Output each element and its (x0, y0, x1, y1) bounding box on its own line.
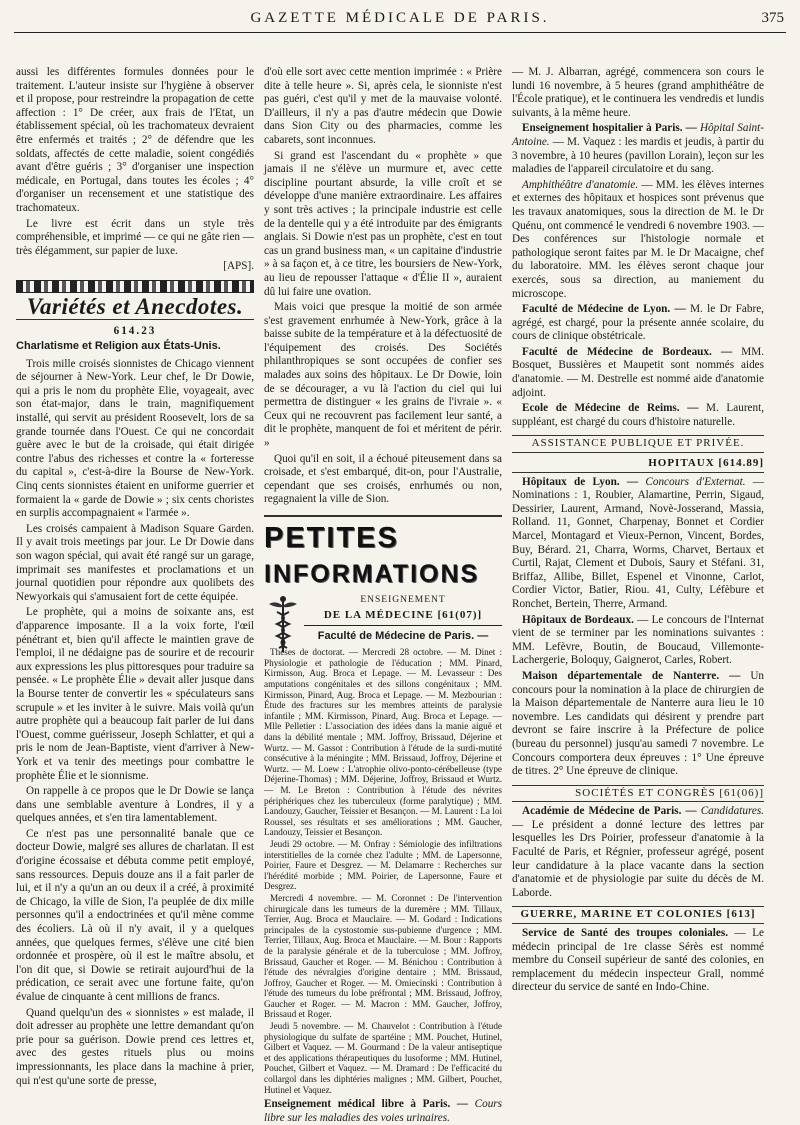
enseignement-header (264, 594, 502, 644)
enseignement-label: ENSEIGNEMENT (360, 594, 446, 605)
section-banner-informations: INFORMATIONS (264, 559, 480, 588)
paragraph (512, 614, 764, 668)
small-paragraph: Thèses de doctorat. — Mercredi 28 octobre. — M. Dinet : Physiologie et pathologie de l'éducation ; MM. Pinard, Kirmisson, Aug. Broca et Lepage. — M. Levasseur : Des amputations congénitales et des sillons congénitaux ; MM. Kirmisson, Pinard, Aug. Broca et Lepage. — M. Mezbourian : Étude des fractures sur les membres atteints de paralysie infantile ; MM. Kirmisson, Pinard, Aug. Broca et Lepage. — Mlle Pelletier : L'association des idées dans la manie aiguë et dans la débilité mentale ; MM. Joffroy, Brissaud, Déjerine et Wurtz. — M. Gassot : Contribution à l'étude de la surdi-mutité consécutive à la méningite ; MM. Brissaud, Joffroy, Déjerine et Wurtz. — M. Loew : L'atrophie olivo-ponto-cérébelleuse (type Déjerine-Thomas) ; MM. Déjerine, Joffroy, Brissaud et Wurtz. — M. Le Breton : Contribution à l'étude des névrites périphériques chez les tuberculeux (forme paralytique) ; MM. Landouzy, Gaucher, Teissier et Besançon. — M. Laurent : La loi Roussel, ses résultats et ses améliorations ; MM. Gaucher, Landouzy, Teissier et Besançon. (264, 647, 502, 838)
heading-inline: Maison départementale de Nanterre. — (522, 669, 741, 682)
paragraph: aussi les différentes formules données pour le traitement. L'auteur insiste sur l'hygiène à observer et il propose, pour restreindre la propagation de cette affection : 1° De créer, aux frais de l'Etat, un établissement spécial, où les trachomateux devraient être enfermés et traités ; 2° de défendre que les soldats, affectés de cette maladie, soient congédiés avant d'être guéris ; 3° d'organiser une inspection médicale, en Portugal, dans toutes les écoles ; 4° d'organiser un recensement et une statistique des trachomateux. (16, 66, 254, 214)
heading-inline-italic: Concours d'Externat. (645, 475, 746, 488)
classification-code: 614.23 (113, 324, 157, 337)
paragraph: On rappelle à ce propos que le Dr Dowie se lança dans une semblable aventure à Londres, il y a quelques années, et s'en tira lamentablement. (16, 785, 254, 825)
small-paragraph: Jeudi 29 octobre. — M. Onfray : Sémiologie des infiltrations interstitielles de la cornée chez l'adulte ; MM. de Lapersonne, Poirier, Faure et Desgrez. — M. Delamarre : Recherches sur l'hérédité morbide ; MM. Poirier, de Lapersonne, Faure et Desgrez. (264, 838, 502, 892)
column-2 (264, 66, 502, 1125)
paragraph: — M. J. Albarran, agrégé, commencera son cours le lundi 16 novembre, à 5 heures (grand amphithéâtre de l'École pratique), et le continuera les vendredis et lundis suivants, à la même heure. (512, 66, 764, 119)
enseignement-title: DE LA MÉDECINE [61(07)] (304, 609, 502, 626)
heading-inline: Enseignement médical libre à Paris. — (264, 1098, 469, 1111)
small-paragraph: Jeudi 5 novembre. — M. Chauvelot : Contribution à l'étude physiologique du sulfate de spartéine ; MM. Pouchet, Hutinel, Gilbert et Vaquez. — M. Gourmand : De la valeur antiseptique et des applications thérapeutiques du lusoforme ; MM. Hutinel, Pouchet, Gilbert et Vaquez. — M. Dramard : De l'efficacité du collargol dans les diphtéries malignes ; MM. Gilbert, Pouchet, Hutinel et Vaquez. (264, 1021, 502, 1095)
heading-inline: Académie de Médecine de Paris. — (522, 805, 697, 818)
paragraph (512, 927, 764, 995)
inline-text: — Le médecin principal de 1re classe Sérès est nommé membre du Conseil supérieur de santé des colonies, en remplacement du médecin inspecteur Grall, nommé directeur du service de santé en Indo-Chine. (512, 927, 764, 994)
heading-inline: Faculté de Médecine de Lyon. — (522, 303, 686, 316)
section-heading: ASSISTANCE PUBLIQUE ET PRIVÉE. (512, 435, 764, 453)
faculty-heading: Faculté de Médecine de Paris. — (317, 629, 489, 642)
small-paragraph: Mercredi 4 novembre. — M. Coronnet : De l'intervention chirurgicale dans les tumeurs de la duremère ; MM. Tillaux, Terrier, Aug. Broca et Mauclaire. — M. Godard : Indications principales de la cystostomie sus-pubienne d'urgence ; MM. Terrier, Tillaux, Aug. Broca et Mauclaire. — M. Bour : Rapports de la paralysie générale et de la tuberculose ; MM. Joffroy, Brissaud, Gaucher et Roger. — M. Bénichou : Contribution à l'étude des névralgies d'origine dentaire ; MM. Brissaud, Joffroy, Gaucher et Roger. — M. Omiecinski : Contribution à l'étude des tumeurs du lobe préfrontal ; MM. Brissaud, Joffroy, Gaucher et Roger. — M. Macron : MM. Gaucher, Joffroy, Brissaud et Roger. (264, 892, 502, 1020)
paragraph: Quand quelqu'un des « sionnistes » est malade, il doit adresser au prophète une lettre demandant qu'on prie pour sa guérison. Dowie prend ces lettres et, avec des gestes rituels plus ou moins impressionnants, les place dans la machine à prier, qui n'est qu'une sorte de presse, (16, 1006, 254, 1087)
heading-inline: Hôpitaux de Bordeaux. (522, 613, 634, 626)
heading-inline-italic: Amphithéâtre d'anatomie. (522, 178, 639, 191)
heading-inline-italic: Candidatures. (700, 805, 764, 818)
paragraph (512, 122, 764, 176)
section-title: Variétés et Anecdotes. (26, 293, 244, 319)
inline-text: M. le Dr Fabre, agrégé, est chargé, pour la présente année scolaire, du cours de clinique obstétricale. (512, 303, 764, 343)
section-banner-petites: PETITES (264, 521, 399, 554)
paragraph: Les croisés campaient à Madison Square Garden. Il y avait trois meetings par jour. Le Dr Dowie dans son wagon spécial, qui avait été rangé sur un garage, imprimait ses manifestes et proclamations et un journal quotidien pour répondre aux quolibets des Newyorkais qui s'amusaient fort de cette équipée. (16, 522, 254, 603)
inline-text: Cours libre sur les maladies des voies urinaires. (264, 1098, 502, 1124)
paragraph: Mais voici que presque la moitié de son armée s'est gravement enrhumée à New-York, grâce à la baisse subite de la température et à la défectuosité de l'équipement des croisés. Des Sociétés philanthropiques se sont occupées de confier ses malades aux soins des hôpitaux. Le Dr Dowie, loin de se décourager, a vu là l'action du ciel qui lui permettra de distinguer « les grains de l'ivraie ». « Ceux qui ne recouvrent pas facilement leur santé, a dit le prophète, manquent de foi et méritent de périr. » (264, 301, 502, 450)
theses-list (264, 647, 502, 1095)
paragraph: d'où elle sort avec cette mention imprimée : « Prière dite à telle heure ». Si, après cela, le sionniste n'est pas guéri, c'est qu'il y met de la mauvaise volonté. D'ailleurs, il n'y a pas d'autre médecin que Dowie dans Sion City ou des pharmacies, comme les cabarets, sont inconnues. (264, 66, 502, 146)
inline-text: — Le président a donné lecture des lettres par lesquelles les Drs Poirier, professeur d'anatomie à la Faculté de Paris, et Régnier, professeur agrégé, posent leur candidature à la place vacante dans la section d'anatomie et de physiologie par suite du décès de M. Laborde. (512, 818, 764, 899)
divider (264, 515, 502, 517)
heading-inline: Faculté de Médecine de Bordeaux. — (522, 345, 733, 358)
running-header (14, 8, 786, 33)
paragraph (512, 402, 764, 429)
inline-text: — Le concours de l'Internat vient de se terminer par les nominations suivantes : MM. Lefèvre, Boutin, de Boucaud, Villemonte-Lachergerie, Boloquy, Gaignerot, Carles, Robert. (512, 613, 765, 667)
section-heading: SOCIÉTÉS ET CONGRÈS [61(06)] (512, 785, 764, 803)
heading-inline: Hôpitaux de Lyon. — (522, 475, 639, 488)
journal-title: GAZETTE MÉDICALE DE PARIS. (250, 10, 550, 26)
paragraph (512, 670, 764, 779)
paragraph: Ce n'est pas une personnalité banale que ce docteur Dowie, malgré ses allures de charlatan. Il est d'origine écossaise et débuta comme petit employé, sans ressources. Depuis douze ans il a fait parler de lui, et il n'y a qu'un an ou deux il a créé, à proximité de Chicago, la ville de Sion, l'a peuplée de dix mille personnes qu'il a endoctrinées et qu'il mène comme des écoliers. Là où il n'y avait, il y a quelques années, que quelques fermes, s'élève une cité bien ordonnée et prospère, où il est le maître absolu, et l'on dit que, si Dowie se retirait aujourd'hui de la prédication, ce serait avec une fortune faite, qu'on évalue de cinquante à cent millions de francs. (16, 827, 254, 1003)
paragraph (512, 476, 764, 612)
heading-inline: Service de Santé des troupes coloniales. (522, 927, 728, 940)
paragraph: Si grand est l'ascendant du « prophète » que jamais il ne s'élève un murmure et, avec cette discipline pourtant absurde, la ville croît et se développe d'une manière extraordinaire. Les affaires y sont très actives ; la principale industrie est celle de la dentelle qui y a été introduite par des émigrants anglais. Si Dowie n'est pas un prophète, c'est en tout cas un grand business man, « un capitaine d'industrie » à sa façon et, à ce titre, les boursiers de New-York, au lieu de repousser l'attaque « d'Élie II », auraient dû lui faire une ovation. (264, 149, 502, 298)
inline-text: Un concours pour la nomination à la place de chirurgien de la Maison départementale de Nanterre aura lieu le 10 novembre. Les candidats qui désirent y prendre part devront se faire inscrire à la Préfecture de police (bureau du personnel) jusqu'au samedi 7 novembre. Le Concours comportera deux épreuves : 1° Une épreuve de titres. 2° Une épreuve de clinique. (512, 669, 765, 778)
inline-text: — M. Vaquez : les mardis et jeudis, à partir du 3 novembre, à 10 heures (pavillon Lorain), leçon sur les maladies de l'appareil circulatoire et du sang. (512, 135, 764, 176)
enseignement-libre (264, 1098, 502, 1125)
article-title: Charlatisme et Religion aux États-Unis. (16, 340, 221, 353)
caduceus-icon (266, 594, 300, 654)
inline-text: MM. Bosquet, Bussières et Maupetit sont nommés aides d'anatomie. — M. Destrelle est nommé aide d'anatomie adjoint. (512, 345, 764, 399)
page-number: 375 (761, 10, 784, 26)
section-heading: GUERRE, MARINE ET COLONIES [613] (512, 906, 764, 924)
paragraph (512, 303, 764, 344)
heading-inline: Enseignement hospitalier à Paris. — (522, 122, 697, 135)
inline-text: — Nominations : 1, Roubier, Alamartine, Perrin, Sigaud, Dessirier, Laurent, Armand, Novè-Josserand, Massia, Rolland. 11, Gonnet, Charpenay, Bonnet et Cordier Marcel, Montagard et Vieux-Pernon, Vincent, Bordes, Buy, Bérard. 21, Charra, Worms, Charvet, Bertaux et Curtil, Rajat, Clement et Dubois, Saury et Stéfani. 31, Briffaz, Allibe, Billet, Espenel et Vinonne, Carlot, Cordier Victor, Batier, Riou. 41, Culty, Léfèbure et Ronchet, Bertein, Therre, Armand. (512, 475, 765, 610)
paragraph (512, 179, 764, 301)
inline-text: M. Laurent, suppléant, est chargé du cours d'histoire naturelle. (512, 402, 765, 428)
paragraph: Trois mille croisés sionnistes de Chicago viennent de séjourner à New-York. Leur chef, le Dr Dowie, qui a pris le nom du prophète Elie, voyageait, avec son état-major, dans le train, magnifiquement installé, qui servit au président Roosevelt, lors de sa grande tournée dans l'Ouest. Ce qui ne concordait guère avec le but de la croisade, qui était dirigée contre l'abus des richesses et contre la « forteresse du capital », c'est-à-dire la Bourse de New-York. Cinq cents sionnistes étaient en uniforme guerrier et formaient la « garde de Dowie » ; six cents choristes en surplis accompagnaient « l'armée ». (16, 357, 254, 520)
ornamental-divider (16, 280, 254, 293)
column-3 (512, 66, 764, 997)
paragraph (512, 805, 764, 900)
column-1 (16, 66, 254, 1090)
paragraph: Le livre est écrit dans un style très compréhensible, et imprimé — ce qui ne gâte rien — très élégamment, sur papier de luxe. (16, 217, 254, 257)
heading-inline: Ecole de Médecine de Reims. — (522, 402, 699, 415)
paragraph: Quoi qu'il en soit, il a échoué piteusement dans sa croisade, et s'est embarqué, dit-on, pour l'Australie, cependant que ses croisés, enrhumés ou non, regagnaient la ville de Sion. (264, 452, 502, 506)
paragraph (512, 346, 764, 400)
section-subheading: HOPITAUX [614.89] (512, 456, 764, 473)
heading-inline-italic: Hôpital Saint-Antoine. (512, 122, 764, 148)
signature: [APS]. (223, 260, 254, 273)
inline-text: — MM. les élèves internes et externes des hôpitaux et hospices sont prévenus que les travaux anatomiques, sous la direction de M. le Dr Quénu, ont commencé le vendredi 6 novembre 1903. — Des conférences sur l'histologie normale et pathologique seront faites par M. le Dr Macaigne, chef du laboratoire. MM. les élèves seront chaque jour exercés, sous sa direction, au maniement du microscope. (512, 178, 764, 300)
paragraph: Le prophète, qui a moins de soixante ans, est d'apparence imposante. Il a la voix forte, l'œil pénétrant et, bien qu'il affecte le maintien grave de l'emploi, il ne dédaigne pas de sourire et de recourir aux expressions les plus pittoresques pour traduire sa pensée. « Le prophète Élie » devait aller jusque dans la Bourse tenter de convertir les « spéculateurs sans scrupule » et les inviter à le suivre. Mais voilà qu'un autre prophète qui a beaucoup fait parler de lui dans l'Ouest, comme guérisseur, Joseph Schlatter, et qui a pris le nom de Jean-Baptiste, vient d'arriver à New-York et va tenir des meetings pour combattre le prophète Élie et le sionnisme. (16, 606, 254, 782)
